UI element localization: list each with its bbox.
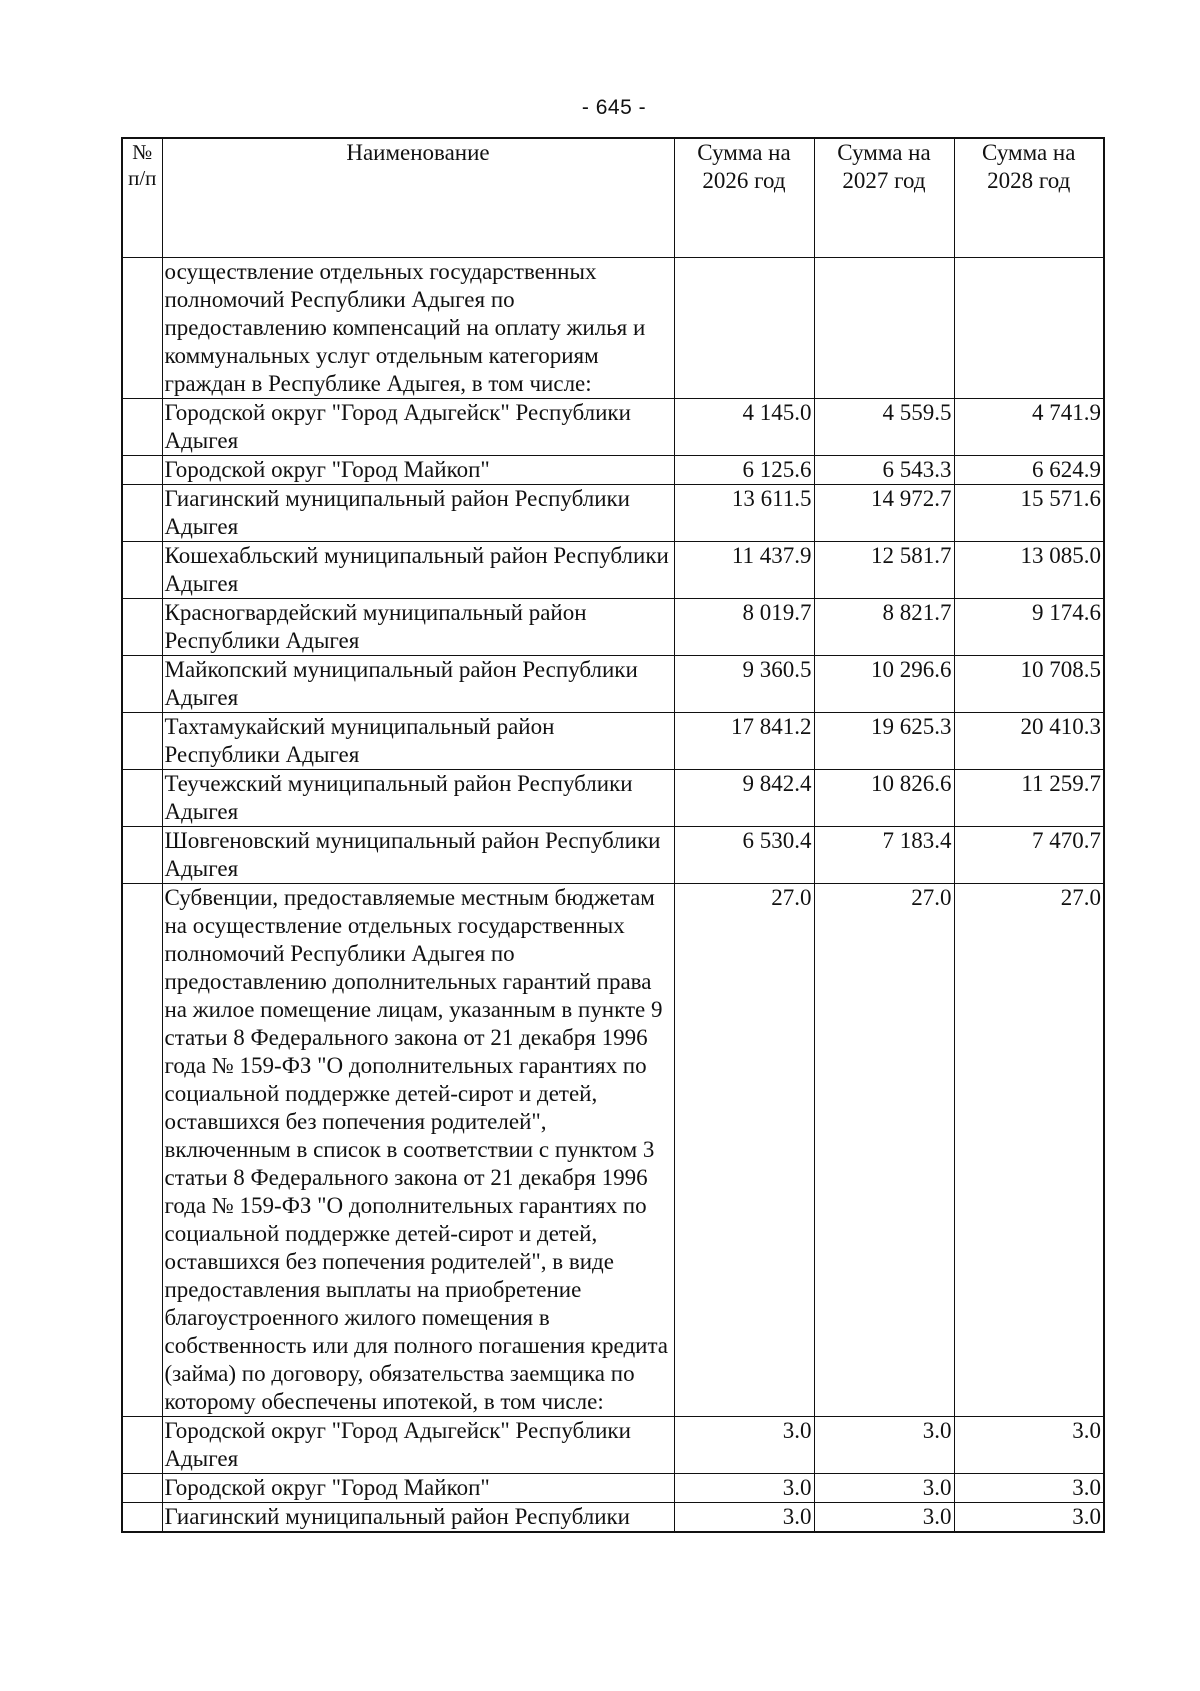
header-number: № п/п (122, 138, 162, 258)
value-2026: 27.0 (674, 884, 814, 1417)
row-number-cell (122, 1503, 162, 1533)
budget-table (121, 137, 1105, 1533)
table-row (122, 485, 1104, 542)
row-name: Теучежский муниципальный район Республики Адыгея (162, 770, 674, 827)
header-name: Наименование (162, 138, 674, 258)
value-2028: 11 259.7 (954, 770, 1104, 827)
value-2028: 3.0 (954, 1417, 1104, 1474)
row-name: Городской округ "Город Майкоп" (162, 1474, 674, 1503)
value-2028: 6 624.9 (954, 456, 1104, 485)
value-2027: 3.0 (814, 1474, 954, 1503)
value-2028: 20 410.3 (954, 713, 1104, 770)
value-2026: 3.0 (674, 1503, 814, 1533)
table-header-row (122, 138, 1104, 258)
value-2026: 6 125.6 (674, 456, 814, 485)
table-row (122, 827, 1104, 884)
value-2028 (954, 258, 1104, 399)
row-number-cell (122, 656, 162, 713)
row-name: осуществление отдельных государственных полномочий Республики Адыгея по предоставлению компенсаций на оплату жилья и коммунальных услуг отдельным категориям граждан в Республике Адыгея, в том числе: (162, 258, 674, 399)
row-name: Субвенции, предоставляемые местным бюджетам на осуществление отдельных государственных полномочий Республики Адыгея по предоставлению дополнительных гарантий права на жилое помещение лицам, указанным в пункте 9 статьи 8 Федерального закона от 21 декабря 1996 года № 159-ФЗ "О дополнительных гарантиях по социальной поддержке детей-сирот и детей, оставшихся без попечения родителей", включенным в список в соответствии с пунктом 3 статьи 8 Федерального закона от 21 декабря 1996 года № 159-ФЗ "О дополнительных гарантиях по социальной поддержке детей-сирот и детей, оставшихся без попечения родителей", в виде предоставления выплаты на приобретение благоустроенного жилого помещения в собственность или для полного погашения кредита (займа) по договору, обязательства заемщика по которому обеспечены ипотекой, в том числе: (162, 884, 674, 1417)
value-2028: 13 085.0 (954, 542, 1104, 599)
row-name: Кошехабльский муниципальный район Республики Адыгея (162, 542, 674, 599)
row-name: Тахтамукайский муниципальный район Республики Адыгея (162, 713, 674, 770)
table-row (122, 258, 1104, 399)
table-row (122, 456, 1104, 485)
table-row (122, 713, 1104, 770)
table-row (122, 1417, 1104, 1474)
value-2027: 3.0 (814, 1417, 954, 1474)
row-number-cell (122, 456, 162, 485)
value-2026: 8 019.7 (674, 599, 814, 656)
header-2028: Сумма на 2028 год (954, 138, 1104, 258)
value-2026: 13 611.5 (674, 485, 814, 542)
value-2028: 4 741.9 (954, 399, 1104, 456)
row-number-cell (122, 485, 162, 542)
row-name: Шовгеновский муниципальный район Республики Адыгея (162, 827, 674, 884)
value-2027 (814, 258, 954, 399)
row-number-cell (122, 884, 162, 1417)
table-row (122, 1474, 1104, 1503)
table-row (122, 599, 1104, 656)
header-2026: Сумма на 2026 год (674, 138, 814, 258)
value-2027: 3.0 (814, 1503, 954, 1533)
value-2027: 12 581.7 (814, 542, 954, 599)
value-2028: 27.0 (954, 884, 1104, 1417)
value-2026: 9 842.4 (674, 770, 814, 827)
value-2026 (674, 258, 814, 399)
row-number-cell (122, 258, 162, 399)
value-2028: 7 470.7 (954, 827, 1104, 884)
value-2026: 9 360.5 (674, 656, 814, 713)
row-name: Гиагинский муниципальный район Республики Адыгея (162, 485, 674, 542)
row-number-cell (122, 599, 162, 656)
row-number-cell (122, 1474, 162, 1503)
row-number-cell (122, 827, 162, 884)
value-2026: 3.0 (674, 1417, 814, 1474)
table-row (122, 542, 1104, 599)
row-number-cell (122, 1417, 162, 1474)
value-2027: 27.0 (814, 884, 954, 1417)
row-number-cell (122, 713, 162, 770)
row-name: Майкопский муниципальный район Республики Адыгея (162, 656, 674, 713)
value-2027: 10 296.6 (814, 656, 954, 713)
row-name: Красногвардейский муниципальный район Республики Адыгея (162, 599, 674, 656)
table-row (122, 656, 1104, 713)
page-number: - 645 - (581, 96, 647, 119)
value-2028: 15 571.6 (954, 485, 1104, 542)
value-2027: 10 826.6 (814, 770, 954, 827)
value-2028: 9 174.6 (954, 599, 1104, 656)
value-2027: 19 625.3 (814, 713, 954, 770)
header-2027: Сумма на 2027 год (814, 138, 954, 258)
row-number-cell (122, 399, 162, 456)
value-2026: 6 530.4 (674, 827, 814, 884)
row-name: Городской округ "Город Майкоп" (162, 456, 674, 485)
value-2026: 4 145.0 (674, 399, 814, 456)
table-row (122, 399, 1104, 456)
value-2028: 3.0 (954, 1503, 1104, 1533)
value-2026: 11 437.9 (674, 542, 814, 599)
row-name: Городской округ "Город Адыгейск" Республики Адыгея (162, 399, 674, 456)
value-2026: 17 841.2 (674, 713, 814, 770)
value-2027: 8 821.7 (814, 599, 954, 656)
table-row (122, 884, 1104, 1417)
value-2027: 4 559.5 (814, 399, 954, 456)
value-2028: 10 708.5 (954, 656, 1104, 713)
row-number-cell (122, 770, 162, 827)
value-2028: 3.0 (954, 1474, 1104, 1503)
value-2026: 3.0 (674, 1474, 814, 1503)
row-number-cell (122, 542, 162, 599)
value-2027: 14 972.7 (814, 485, 954, 542)
table-row (122, 770, 1104, 827)
value-2027: 7 183.4 (814, 827, 954, 884)
row-name: Гиагинский муниципальный район Республики (162, 1503, 674, 1533)
value-2027: 6 543.3 (814, 456, 954, 485)
row-name: Городской округ "Город Адыгейск" Республики Адыгея (162, 1417, 674, 1474)
table-row (122, 1503, 1104, 1533)
